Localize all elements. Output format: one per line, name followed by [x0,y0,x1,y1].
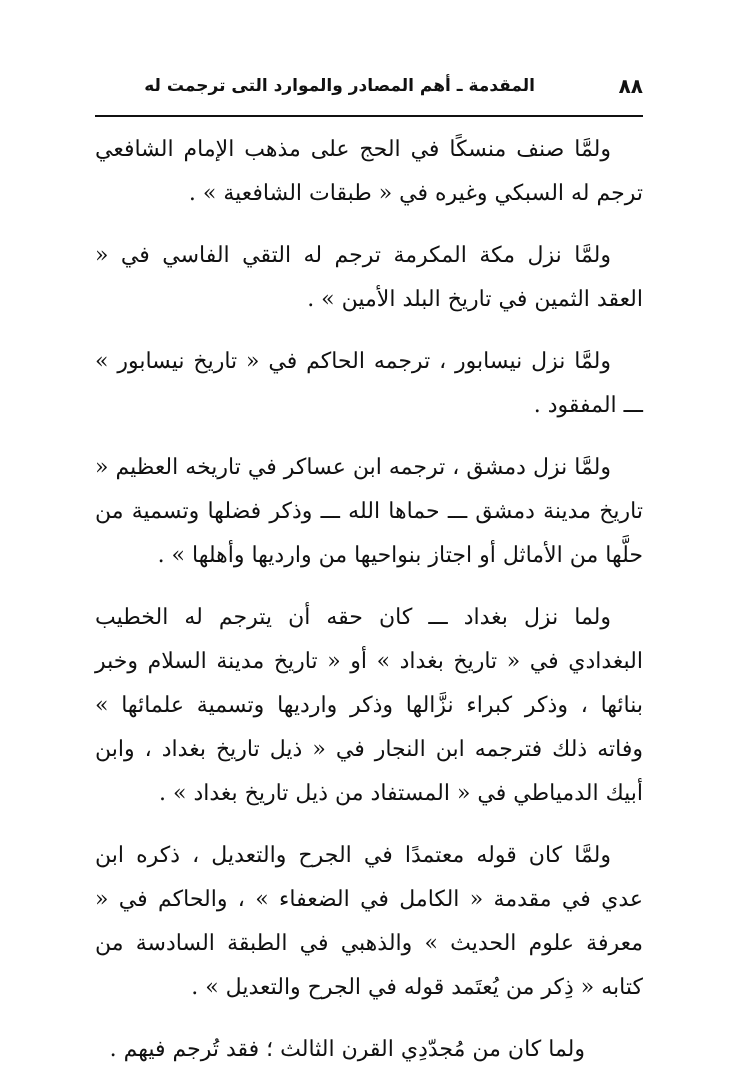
paragraph: ولمَّا نزل دمشق ، ترجمه ابن عساكر في تاريخه العظيم « تاريخ مدينة دمشق ـــ حماها الله ـــ وذكر فضلها وتسمية من حلَّها من الأماثل أو اجتاز بنواحيها من وارديها وأهلها » . [95,455,643,568]
paragraph: ولما كان من مُجدّدِي القرن الثالث ؛ فقد تُرجم فيهم . [109,1037,585,1062]
paragraph: ولمَّا صنف منسكًا في الحج على مذهب الإمام الشافعي ترجم له السبكي وغيره في « طبقات الشافعية » . [95,137,643,206]
running-header [95,72,643,112]
page-number: ٨٨ [618,74,643,98]
header-rule [95,115,643,117]
body-text [95,118,643,1072]
paragraph: ولمَّا نزل نيسابور ، ترجمه الحاكم في « تاريخ نيسابور » ـــ المفقود . [95,349,643,418]
paragraph: ولمَّا نزل مكة المكرمة ترجم له التقي الفاسي في « العقد الثمين في تاريخ البلد الأمين » . [95,243,643,312]
paragraph: ولما نزل بغداد ـــ كان حقه أن يترجم له الخطيب البغدادي في « تاريخ بغداد » أو « تاريخ مدينة السلام وخبر بنائها ، وذكر كبراء نزَّالها وذكر وارديها وتسمية علمائها » وفاته ذلك فترجمه ابن النجار في « ذيل تاريخ بغداد ، وابن أبيك الدمياطي في « المستفاد من ذيل تاريخ بغداد » . [95,605,643,806]
paragraph: ولمَّا كان قوله معتمدًا في الجرح والتعديل ، ذكره ابن عدي في مقدمة « الكامل في الضعفاء » ، والحاكم في « معرفة علوم الحديث » والذهبي في الطبقة السادسة من كتابه « ذِكر من يُعتَمد قوله في الجرح والتعديل » . [95,843,643,1000]
chapter-title: المقدمة ـ أهم المصادر والموارد التى ترجمت له [144,76,535,96]
